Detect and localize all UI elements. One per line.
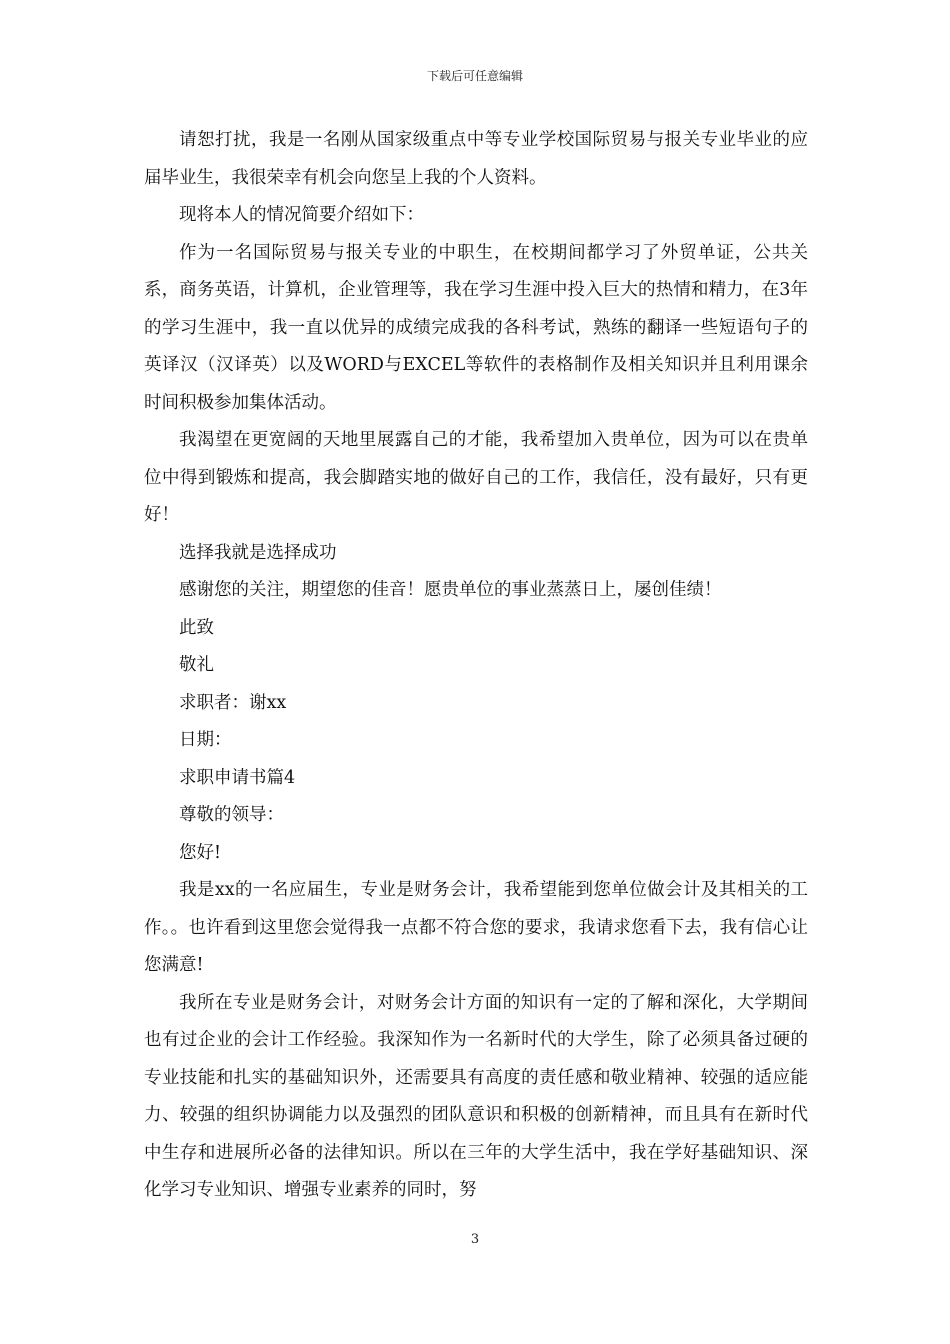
document-body [144,122,808,1210]
page-header: 下载后可任意编辑 [426,69,523,83]
paragraph-studies: 作为一名国际贸易与报关专业的中职生，在校期间都学习了外贸单证，公共关系，商务英语，计算机，企业管理等，我在学习生涯中投入巨大的热情和精力，在3年的学习生涯中，我一直以优异的成绩完成我的各科考试，熟练的翻译一些短语句子的英译汉（汉译英）以及WORD与EXCEL等软件的表格制作及相关知识并且利用课余时间积极参加集体活动。 [144,242,808,413]
paragraph-major: 我所在专业是财务会计，对财务会计方面的知识有一定的了解和深化，大学期间也有过企业的会计工作经验。我深知作为一名新时代的大学生，除了必须具备过硬的专业技能和扎实的基础知识外，还需要具有高度的责任感和敬业精神、较强的适应能力、较强的组织协调能力以及强烈的团队意识和积极的创新精神，而且具有在新时代中生存和进展所必备的法律知识。所以在三年的大学生活中，我在学好基础知识、深化学习专业知识、增强专业素养的同时，努 [144,992,808,1200]
page-number: 3 [470,1232,480,1247]
paragraph-apology-intro: 请恕打扰，我是一名刚从国家级重点中等专业学校国际贸易与报关专业毕业的应届毕业生，我很荣幸有机会向您呈上我的个人资料。 [144,130,808,188]
greeting: 您好! [179,842,222,863]
section-title: 求职申请书篇4 [179,767,296,788]
closing-jingli: 敬礼 [179,655,214,675]
applicant-signature: 求职者：谢xx [179,692,287,713]
salutation: 尊敬的领导： [179,805,284,825]
paragraph-intro-lead: 现将本人的情况简要介绍如下： [179,205,424,225]
paragraph-aspiration: 我渴望在更宽阔的天地里展露自己的才能，我希望加入贵单位，因为可以在贵单位中得到锻炼和提高，我会脚踏实地的做好自己的工作，我信任，没有最好，只有更好！ [144,430,808,525]
date-line: 日期： [179,730,232,750]
paragraph-slogan: 选择我就是选择成功 [179,542,337,563]
paragraph-self-intro: 我是xx的一名应届生，专业是财务会计，我希望能到您单位做会计及其相关的工作。。也许看到这里您会觉得我一点都不符合您的要求，我请求您看下去，我有信心让您满意! [144,880,808,975]
closing-cizhi: 此致 [179,617,214,638]
paragraph-thanks: 感谢您的关注，期望您的佳音！愿贵单位的事业蒸蒸日上，屡创佳绩！ [179,580,722,600]
